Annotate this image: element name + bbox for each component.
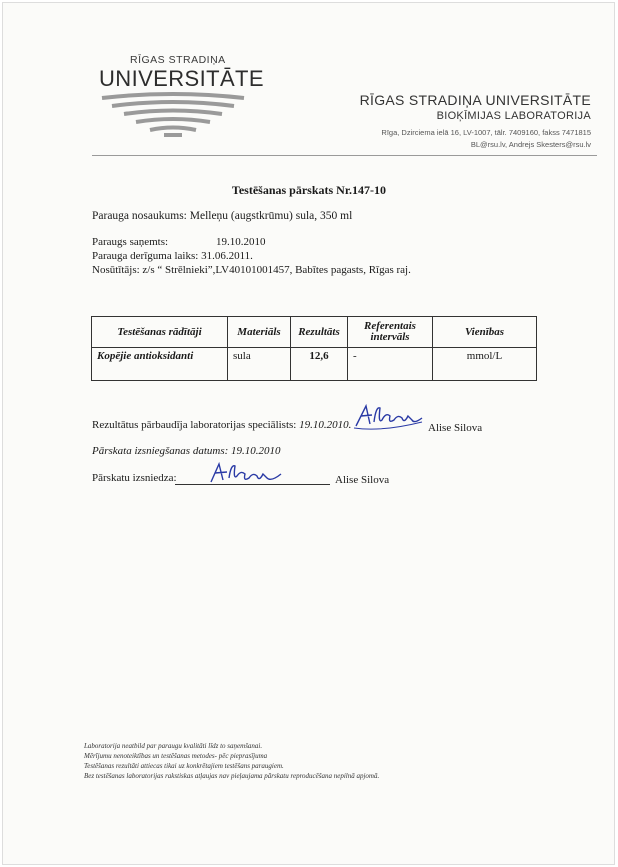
lab-name: BIOĶĪMIJAS LABORATORIJA (436, 110, 591, 122)
cell-result: 12,6 (291, 348, 348, 381)
sample-name-label: Parauga nosaukums: (92, 210, 187, 222)
header-result: Rezultāts (291, 317, 348, 348)
logo-line1: RĪGAS STRADIŅA (130, 54, 226, 66)
university-logo-icon (98, 92, 248, 140)
sender-value: z/s “ Strēlnieki”,LV40101001457, Babītes pagasts, Rīgas raj. (142, 264, 411, 276)
cell-parameter: Kopējie antioksidanti (92, 348, 228, 381)
org-name: RĪGAS STRADIŅA UNIVERSITĀTE (359, 92, 591, 108)
sample-name-value: Melleņu (augstkrūmu) sula, 350 ml (189, 210, 353, 222)
cell-reference: - (348, 348, 433, 381)
sender-label: Nosūtītājs: (92, 264, 140, 276)
footer-note-3: Testēšanas rezultāti attiecas tikai uz konkrētajiem testēšans paraugiem. (84, 762, 284, 770)
checked-date: 19.10.2010. (299, 419, 352, 431)
checked-row (92, 419, 351, 431)
report-title: Testēšanas pārskats Nr.147-10 (231, 183, 387, 197)
lab-contacts: BL@rsu.lv, Andrejs Skesters@rsu.lv (470, 140, 591, 149)
lab-address: Rīga, Dzirciema ielā 16, LV-1007, tālr. 7409160, fakss 7471815 (381, 128, 591, 137)
header-reference: Referentais intervāls (348, 317, 433, 348)
signature-mark-2 (205, 460, 285, 488)
expiry-row (92, 250, 253, 262)
expiry-label: Parauga derīguma laiks: (92, 250, 199, 262)
table-header-row (92, 317, 537, 348)
sample-name-row (92, 210, 352, 222)
footer-note-4: Bez testēšanas laboratorijas rakstiskas atļaujas nav pieļaujama pārskatu reproducēšana nepilnā apjomā. (84, 772, 380, 780)
checked-name: Alise Silova (428, 422, 483, 434)
cell-material: sula (228, 348, 291, 381)
sender-row (92, 264, 411, 276)
issue-date-value: 19.10.2010 (231, 445, 281, 457)
footer-note-2: Mērījumu nenoteiktības un testēšanas metodes- pēc pieprasījuma (84, 752, 268, 760)
header-divider (92, 155, 597, 156)
issued-by-label: Pārskatu izsniedza: (92, 472, 177, 484)
footer-note-1: Laboratorija neatbild par paraugu kvalitāti līdz to saņemšanai. (84, 742, 263, 750)
table-row (92, 348, 537, 381)
results-table (91, 316, 537, 381)
cell-units: mmol/L (433, 348, 537, 381)
header-parameter: Testēšanas rādītāji (92, 317, 228, 348)
received-label: Paraugs saņemts: (92, 236, 169, 248)
issue-date-row (92, 445, 281, 457)
received-date: 19.10.2010 (216, 236, 266, 248)
issued-by-name: Alise Silova (335, 474, 390, 486)
checked-label: Rezultātus pārbaudīja laboratorijas speciālists: (92, 419, 297, 431)
header-material: Materiāls (228, 317, 291, 348)
signature-mark-1 (352, 402, 424, 432)
header-units: Vienības (433, 317, 537, 348)
logo-line2: UNIVERSITĀTE (99, 66, 264, 91)
issue-date-label: Pārskata izsniegšanas datums: (92, 445, 229, 457)
expiry-date: 31.06.2011. (201, 250, 253, 262)
